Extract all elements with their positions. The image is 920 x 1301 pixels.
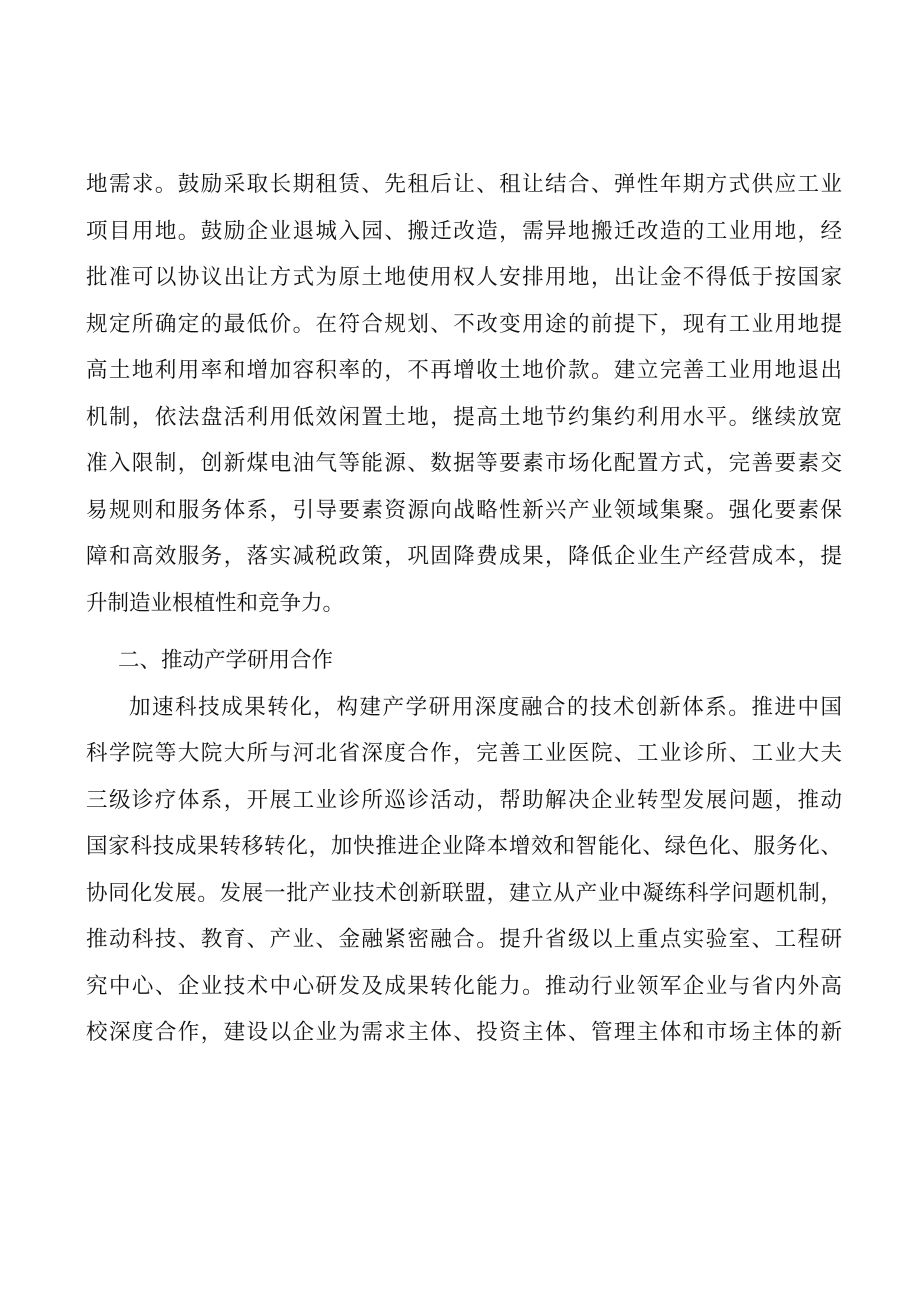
text-line: 国家科技成果转移转化，加快推进企业降本增效和智能化、绿色化、服务化、 [86,834,842,859]
text-line: 易规则和服务体系，引导要素资源向战略性新兴产业领域集聚。强化要素保 [86,497,842,523]
text-line: 协同化发展。发展一批产业技术创新联盟，建立从产业中凝练科学问题机制， [86,880,842,906]
text-line: 机制，依法盘活利用低效闲置土地，提高土地节约集约利用水平。继续放宽 [86,404,842,430]
text-line: 推动科技、教育、产业、金融紧密融合。提升省级以上重点实验室、工程研 [86,927,842,952]
text-line: 准入限制，创新煤电油气等能源、数据等要素市场化配置方式，完善要素交 [86,451,842,476]
text-line: 障和高效服务，落实减税政策，巩固降费成果，降低企业生产经营成本，提 [86,544,842,569]
text-line: 科学院等大院大所与河北省深度合作，完善工业医院、工业诊所、工业大夫 [86,741,842,766]
text-line: 升制造业根植性和竞争力。 [86,590,345,616]
paragraph-land-policy [86,162,842,627]
section-heading: 二、推动产学研用合作 [118,648,334,673]
text-line: 加速科技成果转化，构建产学研用深度融合的技术创新体系。推进中国 [129,694,842,720]
text-line: 规定所确定的最低价。在符合规划、不改变用途的前提下，现有工业用地提 [86,311,842,337]
text-line: 高土地利用率和增加容积率的，不再增收土地价款。建立完善工业用地退出 [86,358,842,383]
text-line: 究中心、企业技术中心研发及成果转化能力。推动行业领军企业与省内外高 [86,973,842,999]
text-line: 三级诊疗体系，开展工业诊所巡诊活动，帮助解决企业转型发展问题，推动 [86,787,842,813]
paragraph-industry-academia [86,685,842,1057]
text-line: 地需求。鼓励采取长期租赁、先租后让、租让结合、弹性年期方式供应工业 [86,172,842,197]
document-page [86,162,842,1057]
text-line: 校深度合作，建设以企业为需求主体、投资主体、管理主体和市场主体的新 [86,1020,842,1045]
text-line: 项目用地。鼓励企业退城入园、搬迁改造，需异地搬迁改造的工业用地，经 [86,218,842,244]
text-line: 批准可以协议出让方式为原土地使用权人安排用地，出让金不得低于按国家 [86,265,842,290]
